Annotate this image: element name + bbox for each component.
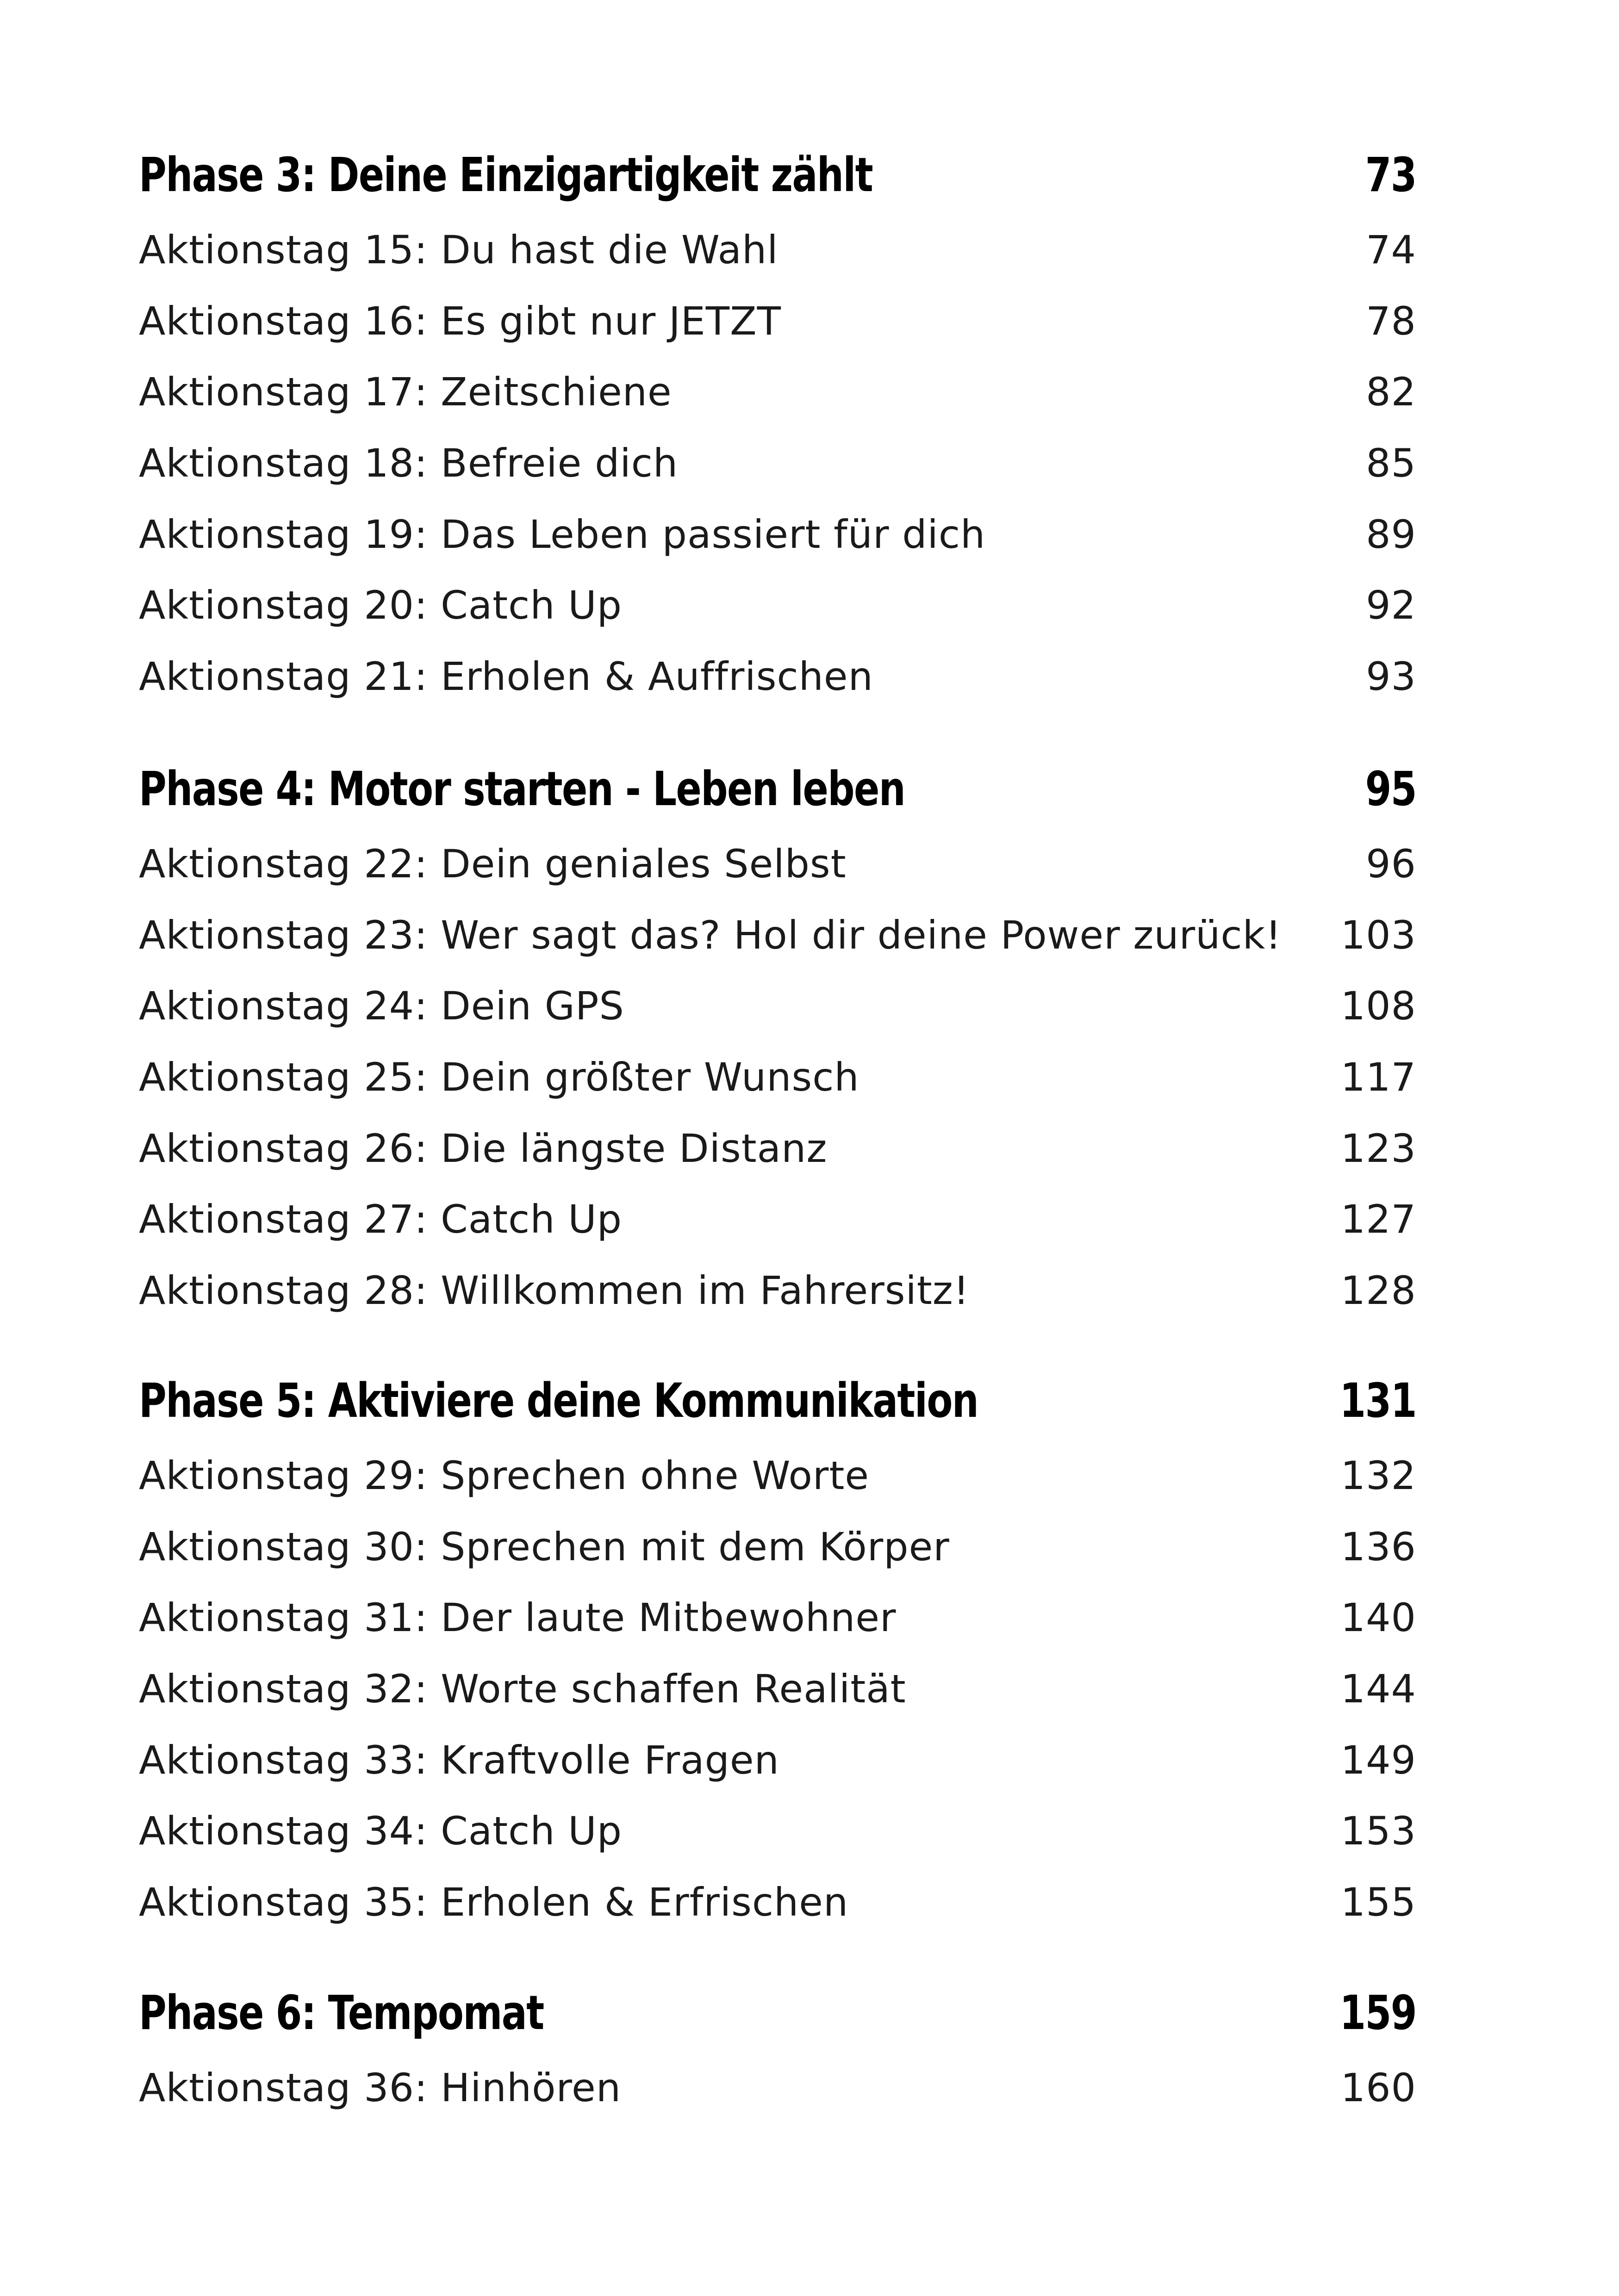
toc-entry-label: Aktionstag 34: Catch Up [139,1808,623,1854]
toc-entry [139,285,1416,357]
phase-title: Phase 5: Aktiviere deine Kommunikation [139,1373,978,1428]
toc-entry-page: 89 [1366,511,1416,557]
toc-entry-page: 74 [1366,227,1416,273]
phase-title: Phase 6: Tempomat [139,1985,544,2041]
toc-entry-label: Aktionstag 36: Hinhören [139,2065,622,2110]
toc-entry [139,641,1416,712]
toc-entry-page: 136 [1340,1524,1416,1570]
toc-entry [139,1795,1416,1867]
toc-entry-page: 85 [1366,440,1416,486]
toc-entry [139,1653,1416,1725]
toc-entry [139,1184,1416,1255]
toc-entry-page: 132 [1340,1452,1416,1498]
toc-phase-5 [139,1361,1416,1938]
toc-entry-label: Aktionstag 32: Worte schaffen Realität [139,1666,906,1712]
toc-entry [139,1440,1416,1511]
toc-entry [139,356,1416,428]
toc-entry-label: Aktionstag 31: Der laute Mitbewohner [139,1595,897,1641]
toc-entry-page: 144 [1340,1666,1416,1712]
toc-entry-page: 128 [1340,1267,1416,1313]
toc-entry-page: 108 [1340,983,1416,1029]
toc-entry-label: Aktionstag 21: Erholen & Auffrischen [139,653,873,699]
phase-title: Phase 4: Motor starten - Leben leben [139,761,905,817]
phase-page-number: 73 [1365,147,1416,203]
toc-entry [139,1113,1416,1184]
toc-entry-label: Aktionstag 33: Kraftvolle Fragen [139,1737,779,1783]
toc-entry-page: 82 [1366,369,1416,415]
toc-entry [139,1725,1416,1796]
toc-entry-label: Aktionstag 29: Sprechen ohne Worte [139,1452,870,1498]
toc-entry-page: 93 [1366,653,1416,699]
toc-entry [139,970,1416,1042]
toc-entry-page: 78 [1366,298,1416,344]
toc-phase-6 [139,1973,1416,2123]
toc-entry-page: 149 [1340,1737,1416,1783]
toc-phase-3 [139,136,1416,712]
toc-entry [139,1042,1416,1113]
toc-entry [139,214,1416,285]
toc-entry [139,2052,1416,2123]
toc-entry-label: Aktionstag 27: Catch Up [139,1197,623,1242]
toc-entry-label: Aktionstag 17: Zeitschiene [139,369,672,415]
toc-entry [139,570,1416,641]
toc-entry-label: Aktionstag 25: Dein größter Wunsch [139,1054,859,1100]
phase-title: Phase 3: Deine Einzigartigkeit zählt [139,147,873,203]
toc-entry-page: 123 [1340,1125,1416,1171]
toc-entry-label: Aktionstag 30: Sprechen mit dem Körper [139,1524,950,1570]
toc-phase-4 [139,750,1416,1326]
phase-heading [139,136,1416,214]
phase-heading [139,1361,1416,1440]
toc-entry-page: 153 [1340,1808,1416,1854]
toc-entry-label: Aktionstag 16: Es gibt nur JETZT [139,298,781,344]
toc-entry-label: Aktionstag 15: Du hast die Wahl [139,227,778,273]
toc-entry-label: Aktionstag 24: Dein GPS [139,983,624,1029]
toc-entry-page: 92 [1366,583,1416,628]
toc-entry [139,1511,1416,1582]
toc-entry-page: 127 [1340,1197,1416,1242]
toc-entry-label: Aktionstag 19: Das Leben passiert für dich [139,511,986,557]
phase-page-number: 131 [1339,1373,1416,1428]
phase-heading [139,1973,1416,2052]
toc-entry-page: 160 [1340,2065,1416,2110]
toc-entry-label: Aktionstag 18: Befreie dich [139,440,679,486]
toc-entry-label: Aktionstag 28: Willkommen im Fahrersitz! [139,1267,970,1313]
toc-entry [139,1867,1416,1938]
toc-entry [139,900,1416,971]
toc-entry [139,1582,1416,1653]
toc-entry [139,428,1416,499]
toc-entry-page: 96 [1366,841,1416,887]
toc-entry-page: 117 [1340,1054,1416,1100]
toc-entry [139,499,1416,570]
toc-entry-label: Aktionstag 20: Catch Up [139,583,623,628]
toc-entry-page: 103 [1340,912,1416,958]
toc-entry-page: 140 [1340,1595,1416,1641]
phase-page-number: 159 [1339,1985,1416,2041]
toc-entry-label: Aktionstag 35: Erholen & Erfrischen [139,1879,849,1925]
toc-entry-label: Aktionstag 23: Wer sagt das? Hol dir deine Power zurück! [139,912,1282,958]
toc-entry-label: Aktionstag 22: Dein geniales Selbst [139,841,847,887]
phase-heading [139,750,1416,828]
toc-entry-label: Aktionstag 26: Die längste Distanz [139,1125,828,1171]
toc-entry [139,828,1416,900]
phase-page-number: 95 [1365,761,1416,817]
toc-entry [139,1255,1416,1326]
toc-entry-page: 155 [1340,1879,1416,1925]
